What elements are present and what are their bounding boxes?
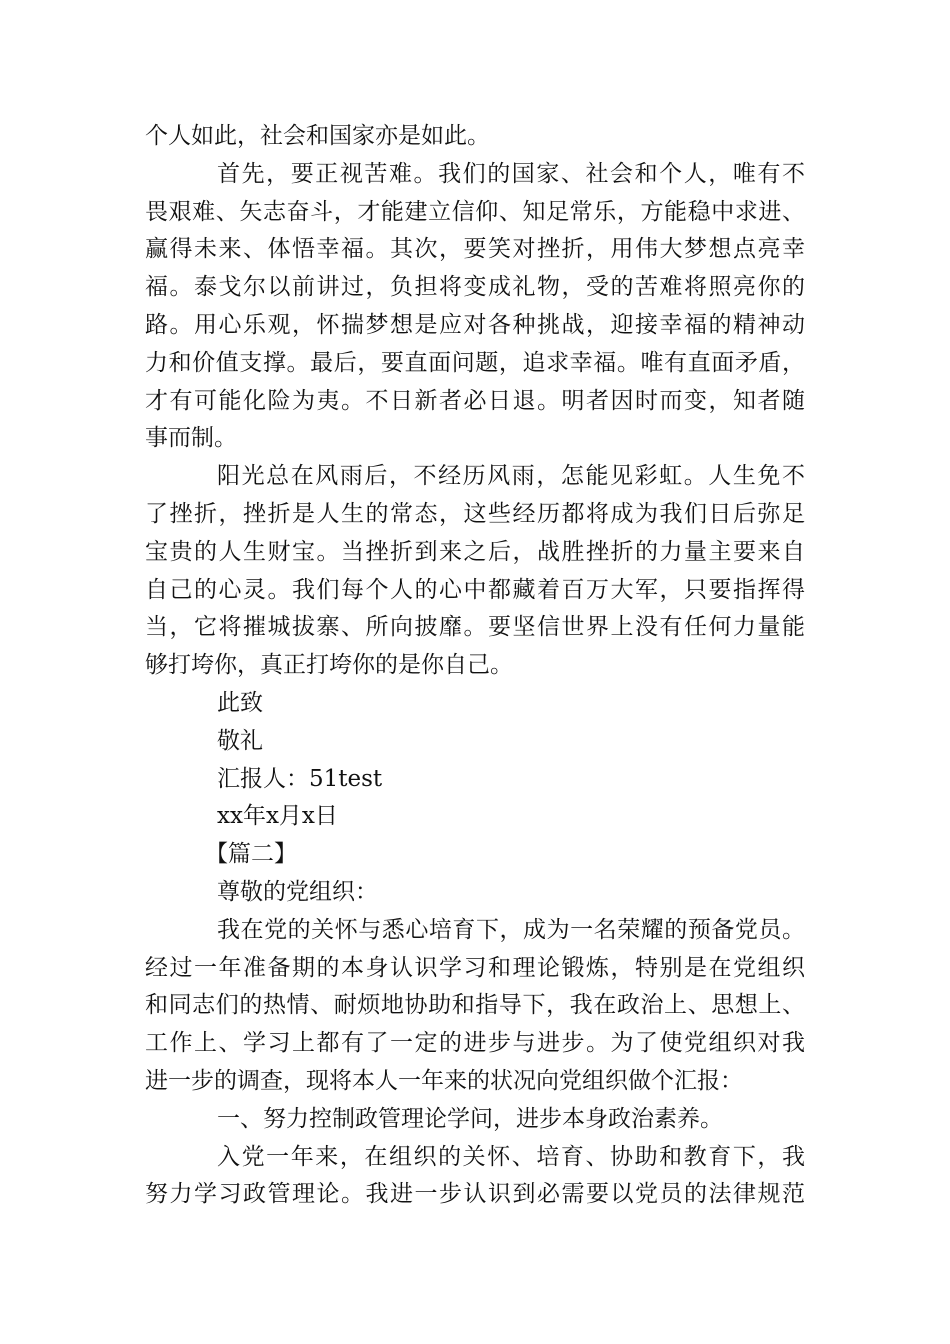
text-line: 畏艰难、矢志奋斗，才能建立信仰、知足常乐，方能稳中求进、 [145,198,805,225]
text-line: 路。用心乐观，怀揣梦想是应对各种挑战，迎接幸福的精神动 [145,311,805,338]
text-line: 努力学习政管理论。我进一步认识到必需要以党员的法律规范 [145,1181,805,1208]
text-line: 力和价值支撑。最后，要直面问题，追求幸福。唯有直面矛盾， [145,349,805,376]
text-line: 和同志们的热情、耐烦地协助和指导下，我在政治上、思想上、 [145,992,805,1019]
text-line: 福。泰戈尔以前讲过，负担将变成礼物，受的苦难将照亮你的 [145,274,805,301]
greeting: 尊敬的党组织： [217,878,378,905]
reporter-signature: 汇报人：51test [217,765,383,792]
paragraph-first-line: 首先，要正视苦难。我们的国家、社会和个人，唯有不 [217,160,805,187]
text-line: 了挫折，挫折是人生的常态，这些经历都将成为我们日后弥足 [145,500,805,527]
paragraph-first-line: 阳光总在风雨后，不经历风雨，怎能见彩虹。人生免不 [217,463,805,490]
text-line: 进一步的调查，现将本人一年来的状况向党组织做个汇报： [145,1067,743,1094]
text-line: 自己的心灵。我们每个人的心中都藏着百万大军，只要指挥得 [145,576,805,603]
section-heading: 【篇二】 [205,841,297,868]
document-page [145,118,805,1214]
text-line: 经过一年准备期的本身认识学习和理论锻炼，特别是在党组织 [145,954,805,981]
text-line: 当，它将摧城拔寨、所向披靡。要坚信世界上没有任何力量能 [145,614,805,641]
text-line: 够打垮你，真正打垮你的是你自己。 [145,652,513,679]
closing-salutation: 此致 [217,689,263,716]
closing-regards: 敬礼 [217,727,263,754]
text-line: 个人如此，社会和国家亦是如此。 [145,123,490,149]
paragraph-first-line: 入党一年来，在组织的关怀、培育、协助和教育下，我 [217,1143,805,1170]
text-line: 宝贵的人生财宝。当挫折到来之后，战胜挫折的力量主要来自 [145,538,805,565]
text-line: 事而制。 [145,425,237,452]
subheading: 一、努力控制政管理论学问，进步本身政治素养。 [217,1105,723,1132]
paragraph-first-line: 我在党的关怀与悉心培育下，成为一名荣耀的预备党员。 [217,916,805,943]
report-date: xx年x月x日 [217,803,338,830]
text-line: 赢得未来、体悟幸福。其次，要笑对挫折，用伟大梦想点亮幸 [145,236,805,263]
text-line: 才有可能化险为夷。不日新者必日退。明者因时而变，知者随 [145,387,805,414]
text-line: 工作上、学习上都有了一定的进步与进步。为了使党组织对我 [145,1030,805,1057]
